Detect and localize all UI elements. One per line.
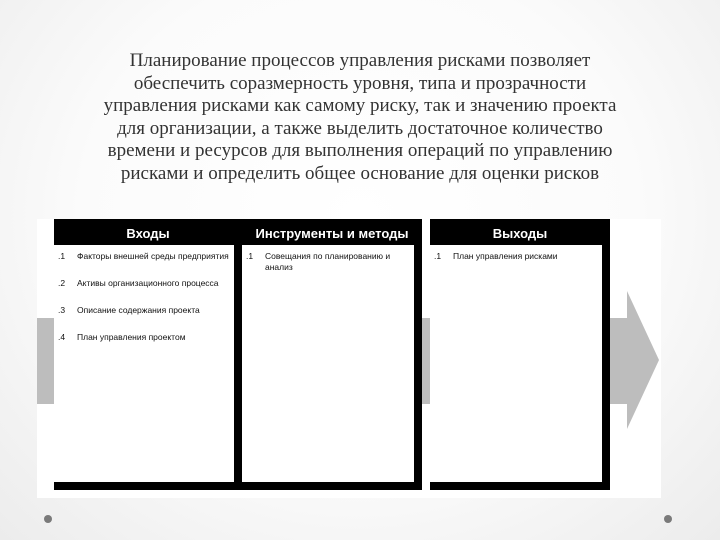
- text-line: для организации, а также выделить достаточное количество: [117, 117, 603, 139]
- item-number: .3: [58, 305, 66, 315]
- item-text: Совещания по планированию и анализ: [265, 251, 391, 272]
- inputs-panel: [54, 219, 242, 490]
- inputs-title: Входы: [126, 226, 170, 241]
- inputs-body: [54, 245, 234, 482]
- text-line: рисками и определить общее основание для оценки рисков: [120, 162, 600, 184]
- slide-text: [40, 50, 680, 185]
- tools-title: Инструменты и методы: [255, 226, 409, 241]
- outputs-panel: [430, 219, 610, 490]
- item-text: Описание содержания проекта: [77, 305, 200, 315]
- outputs-title: Выходы: [492, 226, 548, 241]
- process-diagram: [37, 219, 661, 498]
- decorative-dot-left: [44, 515, 52, 523]
- item-text: План управления рисками: [453, 251, 558, 261]
- item-number: .2: [58, 278, 66, 288]
- text-line: управления рисками как самому риску, так и значению проекта: [103, 95, 617, 116]
- item-text: План управления проектом: [77, 332, 186, 342]
- outputs-body: [430, 245, 602, 482]
- item-text: Активы организационного процесса: [77, 278, 219, 288]
- item-number: .1: [434, 251, 442, 261]
- item-text: Факторы внешней среды предприятия: [77, 251, 229, 261]
- item-number: .1: [246, 251, 254, 261]
- item-number: .4: [58, 332, 66, 342]
- tools-body: [242, 245, 414, 482]
- text-line: времени и ресурсов для выполнения операций по управлению: [107, 140, 613, 161]
- decorative-dot-right: [664, 515, 672, 523]
- text-line: Планирование процессов управления рисками позволяет: [129, 50, 591, 71]
- item-number: .1: [58, 251, 66, 261]
- text-line: обеспечить соразмерность уровня, типа и прозрачности: [133, 72, 587, 94]
- tools-panel: [242, 219, 422, 490]
